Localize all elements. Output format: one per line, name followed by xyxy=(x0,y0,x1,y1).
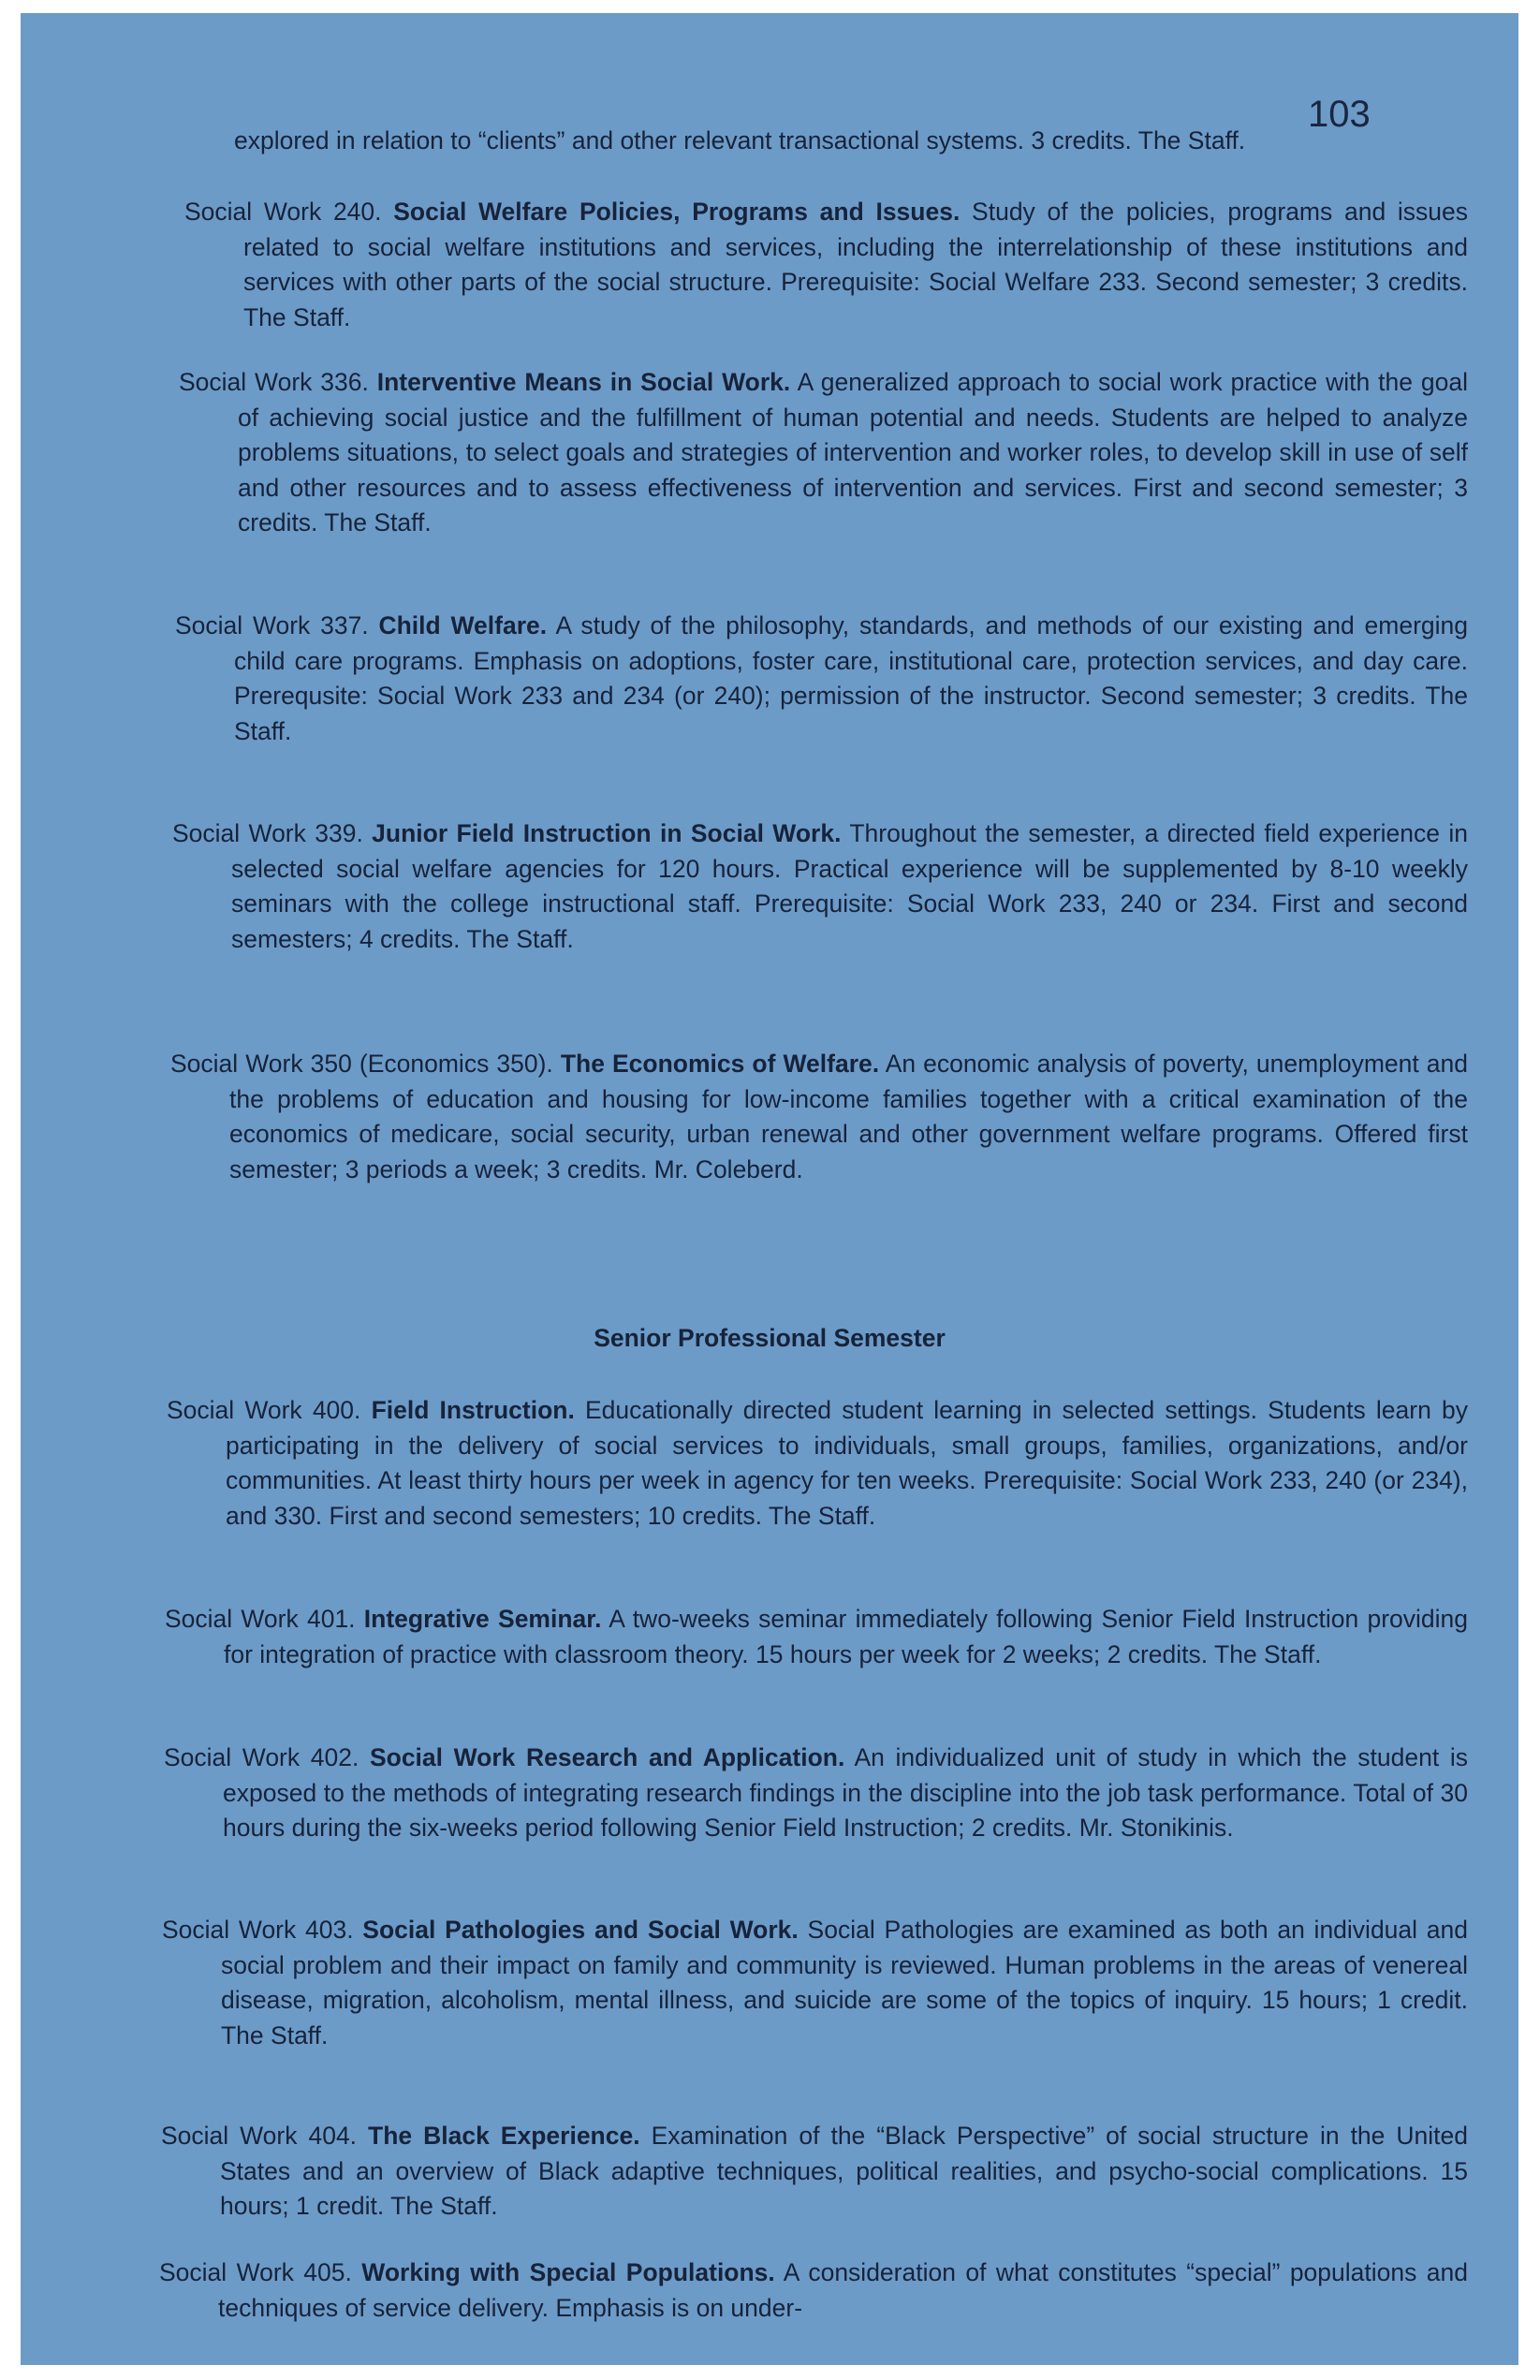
course-title: The Black Experience. xyxy=(368,2122,640,2150)
course-code: Social Work 336. xyxy=(179,368,369,396)
course-description: An economic analysis of poverty, unemployment and the problems of education and housing for low-income families together with a critical examination of the economics of medicare, social security, urban renewal and other government welfare programs. Offered first semester; 3 periods a week; 3 credits. Mr. Coleberd. xyxy=(229,1050,1469,1183)
course-title: Social Pathologies and Social Work. xyxy=(362,1916,799,1944)
course-entry xyxy=(165,1602,1468,1672)
catalog-page xyxy=(21,13,1518,2365)
course-code: Social Work 405. xyxy=(159,2258,352,2286)
course-description: A two-weeks seminar immediately following Senior Field Instruction providing for integration of practice with classroom theory. 15 hours per week for 2 weeks; 2 credits. The Staff. xyxy=(224,1605,1468,1668)
course-code: Social Work 350 (Economics 350). xyxy=(170,1050,553,1078)
course-code: Social Work 400. xyxy=(167,1396,361,1424)
course-description: Throughout the semester, a directed field experience in selected social welfare agencies for 120 hours. Practical experience will be supplemented by 8-10 weekly seminars with the college instructional staff. Prerequisite: Social Work 233, 240 or 234. First and second semesters; 4 credits. The Staff. xyxy=(231,819,1468,953)
course-description: A generalized approach to social work practice with the goal of achieving social justice and the fulfillment of human potential and needs. Students are helped to analyze problems situations, to select goals and strategies of intervention and worker roles, to develop skill in use of self and other resources and to assess effectiveness of intervention and services. First and second semester; 3 credits. The Staff. xyxy=(238,368,1468,536)
course-title: Interventive Means in Social Work. xyxy=(376,368,791,396)
course-description: Social Pathologies are examined as both an individual and social problem and their impact on family and community is reviewed. Human problems in the areas of venereal disease, migration, alcoholism, mental illness, and suicide are some of the topics of inquiry. 15 hours; 1 credit. The Staff. xyxy=(221,1916,1468,2049)
course-code: Social Work 402. xyxy=(164,1743,359,1771)
course-code: Social Work 404. xyxy=(161,2122,358,2150)
course-title: Working with Special Populations. xyxy=(361,2258,775,2286)
page-number: 103 xyxy=(1308,94,1371,135)
course-entry xyxy=(184,195,1468,335)
course-code: Social Work 401. xyxy=(165,1605,356,1633)
course-code: Social Work 337. xyxy=(175,611,369,639)
course-title: Field Instruction. xyxy=(371,1396,575,1424)
course-title: Junior Field Instruction in Social Work. xyxy=(372,819,842,847)
course-description: Study of the policies, programs and issues related to social welfare institutions and services, including the interrelationship of these institutions and services with other parts of the social structure. Prerequisite: Social Welfare 233. Second semester; 3 credits. The Staff. xyxy=(243,198,1468,331)
course-description: Examination of the “Black Perspective” of social structure in the United States and an overview of Black adaptive techniques, political realities, and psycho-social complications. 15 hours; 1 credit. The Staff. xyxy=(220,2122,1468,2220)
course-title: Integrative Seminar. xyxy=(363,1605,602,1633)
course-code: Social Work 240. xyxy=(184,198,382,226)
course-description: A study of the philosophy, standards, and methods of our existing and emerging child care programs. Emphasis on adoptions, foster care, institutional care, protection services, and day care. Prerequsite: Social Work 233 and 234 (or 240); permission of the instructor. Second semester; 3 credits. The Staff. xyxy=(234,611,1468,745)
course-description: An individualized unit of study in which the student is exposed to the methods of integrating research findings in the discipline into the job task performance. Total of 30 hours during the six-weeks period following Senior Field Instruction; 2 credits. Mr. Stonikinis. xyxy=(223,1743,1468,1842)
course-code: Social Work 339. xyxy=(172,819,363,847)
course-code: Social Work 403. xyxy=(162,1916,354,1944)
course-entry xyxy=(170,1047,1468,1187)
section-heading: Senior Professional Semester xyxy=(594,1324,946,1352)
course-entry xyxy=(164,1741,1468,1846)
course-entry xyxy=(167,1393,1468,1534)
continued-course-description: explored in relation to “clients” and other relevant transactional systems. 3 credits. The Staff. xyxy=(234,126,1246,154)
course-entry xyxy=(159,2255,1468,2326)
course-title: Child Welfare. xyxy=(378,611,548,639)
course-title: Social Work Research and Application. xyxy=(369,1743,845,1771)
course-description: Educationally directed student learning in selected settings. Students learn by participating in the delivery of social services to individuals, small groups, families, organizations, and/or communities. At least thirty hours per week in agency for ten weeks. Prerequisite: Social Work 233, 240 (or 234), and 330. First and second semesters; 10 credits. The Staff. xyxy=(226,1396,1468,1530)
course-entry xyxy=(161,2119,1468,2225)
course-title: Social Welfare Policies, Programs and Issues. xyxy=(393,198,961,226)
course-entry xyxy=(162,1913,1468,2053)
course-entry xyxy=(175,609,1468,749)
course-entry xyxy=(179,365,1468,541)
course-entry xyxy=(172,816,1468,957)
course-description: A consideration of what constitutes “special” populations and techniques of service delivery. Emphasis is on under- xyxy=(218,2258,1468,2322)
course-title: The Economics of Welfare. xyxy=(560,1050,880,1078)
